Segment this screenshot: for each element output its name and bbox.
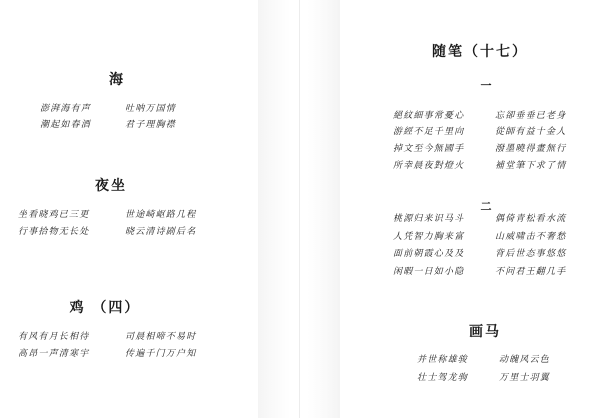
book-spine: [299, 0, 300, 418]
poem-line: 吐呐万国情: [125, 104, 177, 114]
poem-title-hai: 海: [109, 72, 125, 88]
section-heading-two: 二: [480, 200, 492, 213]
poem-line: 偶倚青松看水流: [495, 214, 567, 224]
right-page: [340, 0, 600, 418]
section-heading-one: 一: [480, 79, 492, 92]
poem-line: 面前朝霞心及及: [393, 249, 465, 259]
poem-line: 掉文至今無國手: [393, 144, 465, 154]
poem-line: 晓云清诗剧后名: [125, 227, 197, 237]
poem-line: 并世称雄骏: [417, 355, 469, 365]
poem-line: 從師有益十金人: [495, 127, 567, 137]
poem-line: 万里士羽翼: [499, 373, 551, 383]
poem-line: 背后世态事悠悠: [495, 249, 567, 259]
poem-line: 所幸晨夜對燈火: [393, 161, 465, 171]
poem-line: 游經不足千里向: [393, 127, 465, 137]
poem-title-suibi: 随笔（十七）: [432, 44, 528, 60]
poem-line: 司晨相啼不易时: [125, 332, 197, 342]
poem-line: 有风有月长相待: [18, 332, 90, 342]
poem-title-yezuo: 夜坐: [95, 178, 127, 194]
poem-title-ji: 鸡 （四）: [69, 300, 141, 316]
poem-line: 坐看晓鸡已三更: [18, 210, 90, 220]
poem-line: 潑墨曉得畫無行: [495, 144, 567, 154]
poem-line: 桃源归来识马斗: [393, 214, 465, 224]
poem-line: 壮士驾龙驹: [417, 373, 469, 383]
poem-line: 君子理胸襟: [125, 120, 177, 130]
poem-line: 補堂筆下求了情: [495, 161, 567, 171]
poem-line: 世途崎岖路几程: [125, 210, 197, 220]
poem-line: 人凭智力胸来富: [393, 232, 465, 242]
poem-line: 絕紋細事常憂心: [393, 111, 465, 121]
poem-line: 动魄风云色: [499, 355, 551, 365]
poem-line: 不问君王翻几手: [495, 267, 567, 277]
poem-line: 传遍千门万户知: [125, 349, 197, 359]
poem-title-huama: 画马: [469, 324, 501, 340]
poem-line: 行事拾物无长处: [18, 227, 90, 237]
poem-line: 山威啸击不奢愁: [495, 232, 567, 242]
poem-line: 忘卻垂垂已老身: [495, 111, 567, 121]
left-page: [0, 0, 258, 418]
poem-line: 澎湃海有声: [40, 104, 92, 114]
poem-line: 闲暇一日如小隐: [393, 267, 465, 277]
poem-line: 高昂一声清寒宇: [18, 349, 90, 359]
poem-line: 潮起如春酒: [40, 120, 92, 130]
